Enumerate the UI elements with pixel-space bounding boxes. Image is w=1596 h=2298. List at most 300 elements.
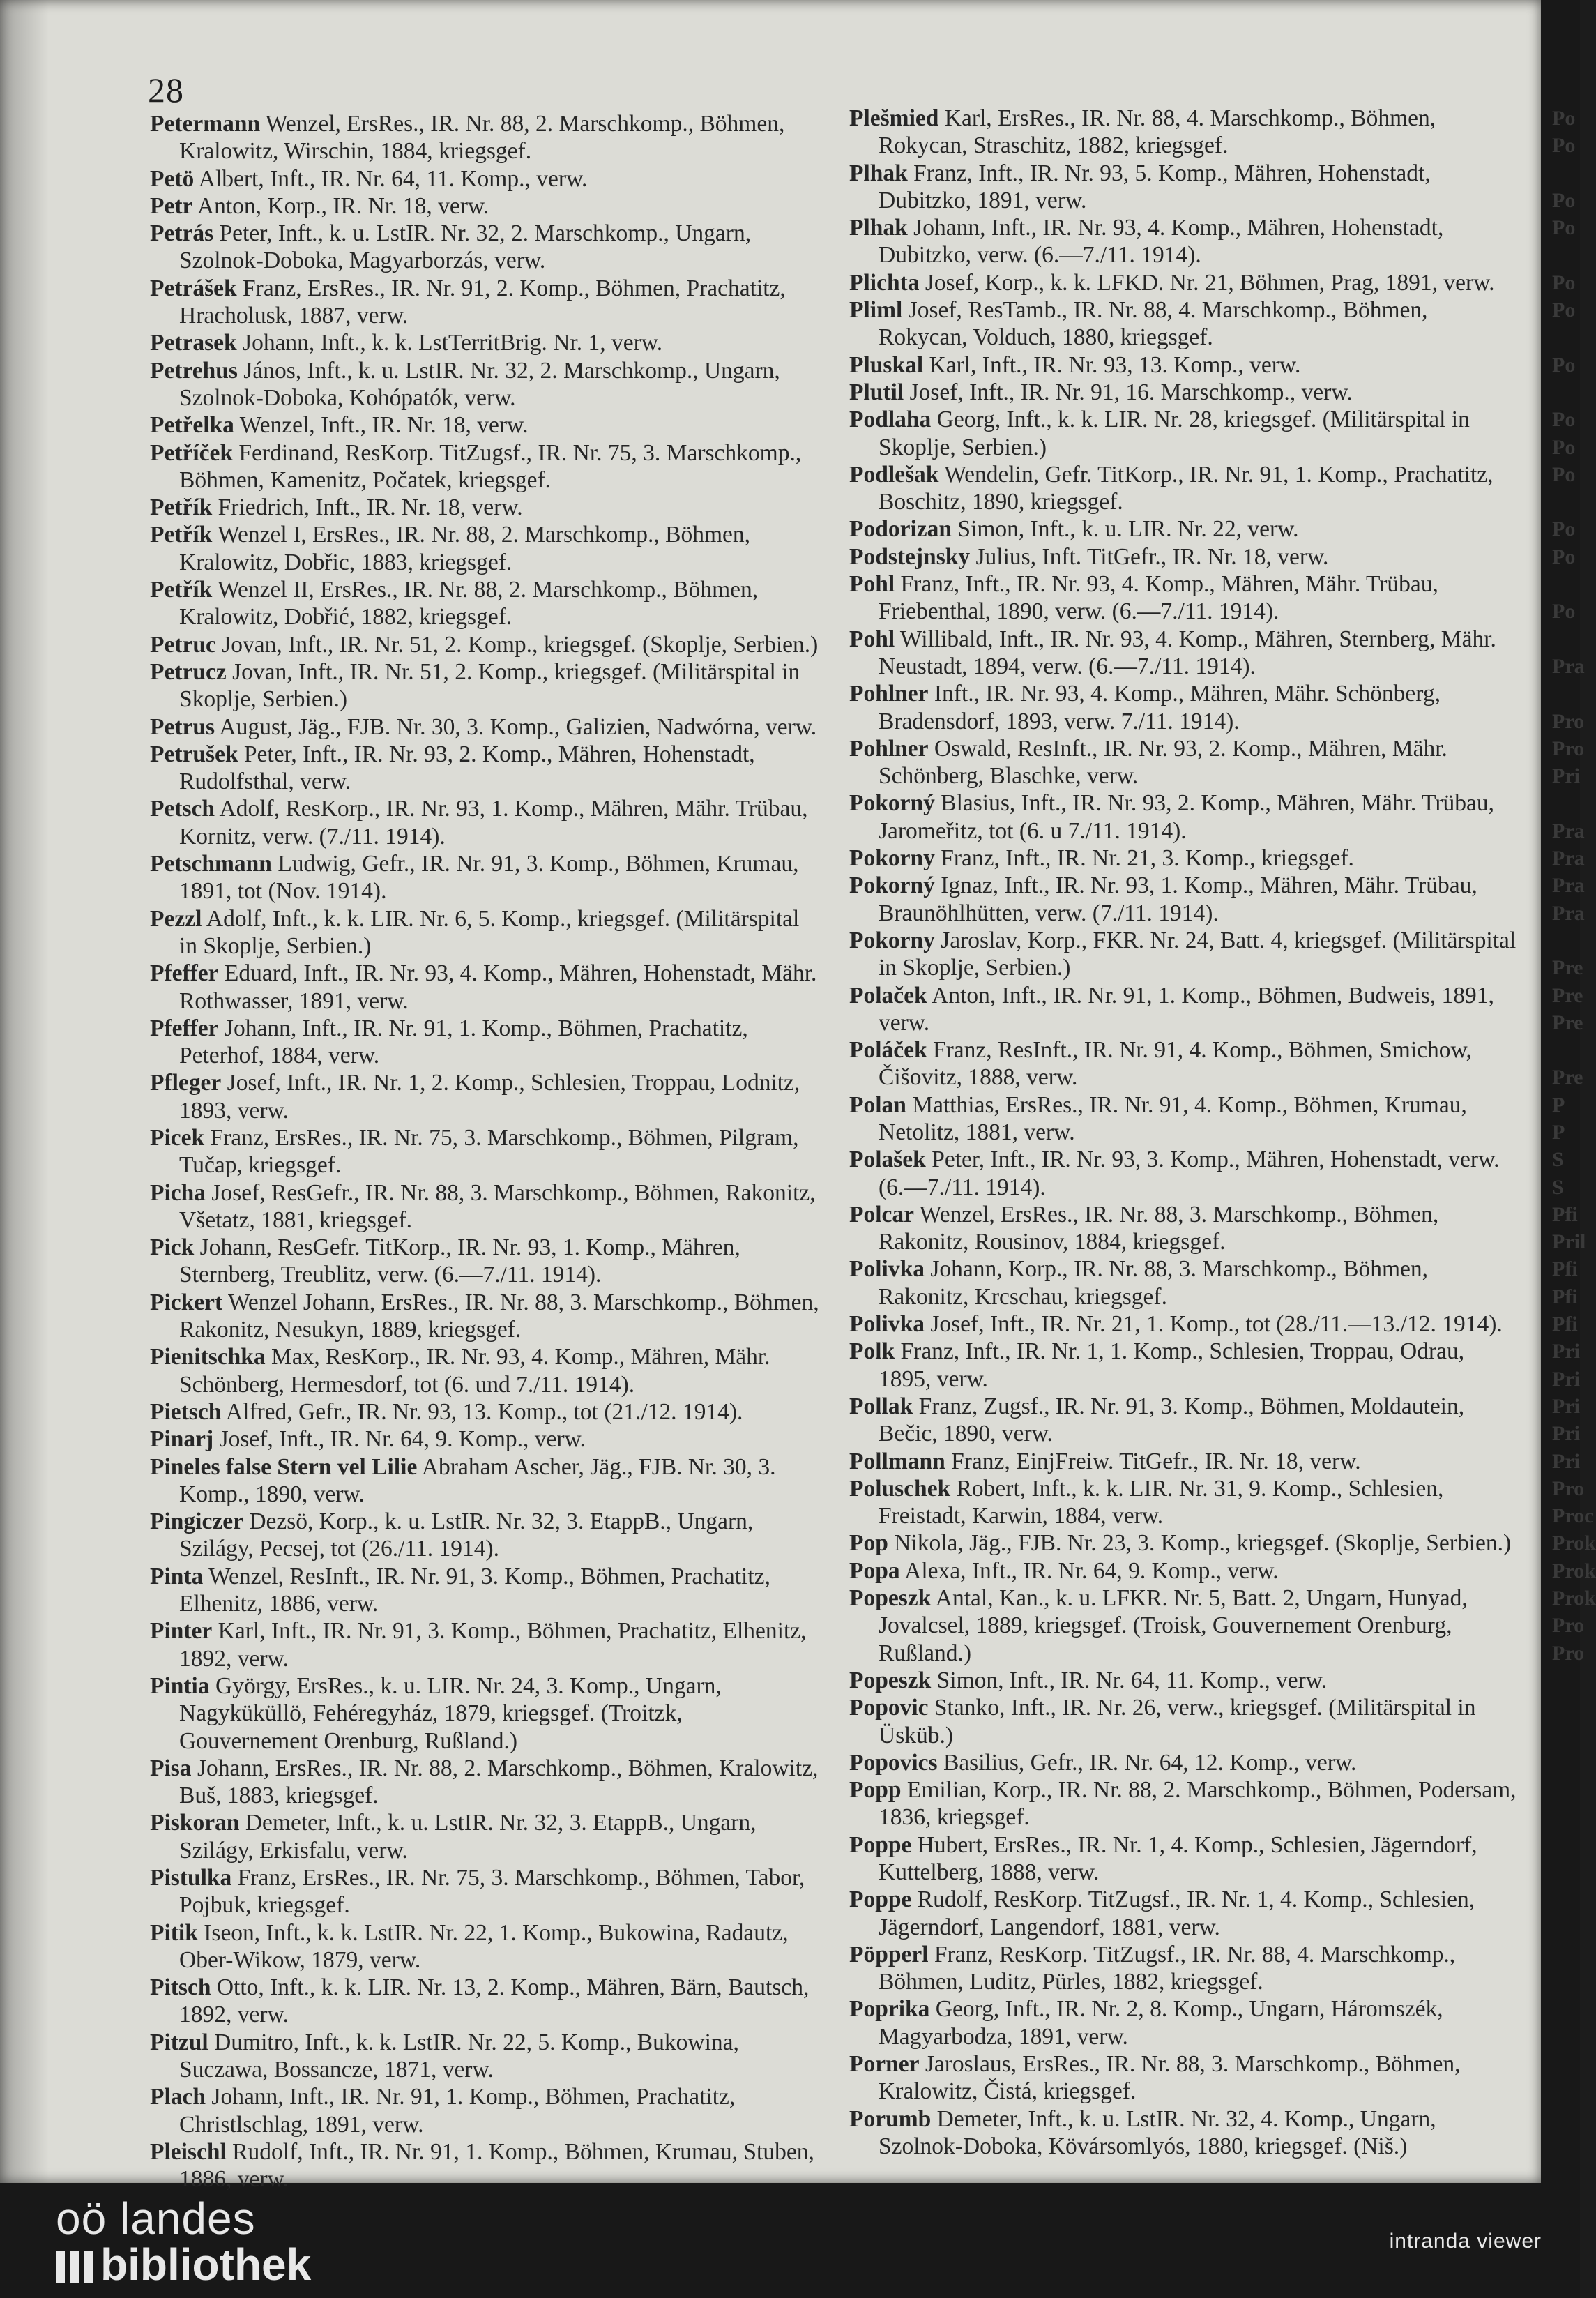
logo-line-2: bibliothek	[100, 2239, 312, 2290]
entry-details: Franz, ErsRes., IR. Nr. 91, 2. Komp., Böhmen, Prachatitz, Hracholusk, 1887, verw.	[179, 275, 786, 329]
edge-fragment: Pfi	[1552, 1257, 1578, 1281]
entry-details: Dezsö, Korp., k. u. LstIR. Nr. 32, 3. EtappB., Ungarn, Szilágy, Pecsej, tot (26./11. 1914).	[179, 1509, 754, 1562]
edge-fragment: Pro	[1552, 736, 1585, 760]
entry-surname: Plutil	[849, 379, 904, 405]
entry-surname: Petschmann	[150, 851, 272, 877]
list-item	[150, 1234, 819, 1289]
entry-details: Rudolf, ResKorp. TitZugsf., IR. Nr. 1, 4. Komp., Schlesien, Jägerndorf, Langendorf, 1881, verw.	[879, 1887, 1475, 1940]
edge-fragment: Pre	[1552, 956, 1583, 980]
list-item	[849, 1557, 1517, 1585]
edge-fragment	[1552, 241, 1580, 269]
list-item	[849, 351, 1517, 379]
list-item	[849, 2050, 1517, 2106]
edge-fragment: Pri	[1552, 1367, 1580, 1391]
entry-surname: Polk	[849, 1338, 895, 1365]
entry-details: Demeter, Inft., k. u. LstIR. Nr. 32, 4. Komp., Ungarn, Szolnok-Doboka, Kövársomlyós, 1880, kriegsgef. (Niš.)	[879, 2106, 1436, 2159]
edge-fragment: Pril	[1552, 1230, 1586, 1254]
list-item	[150, 1508, 819, 1563]
edge-fragment	[1552, 324, 1580, 351]
entry-surname: Pezzl	[150, 905, 202, 932]
entry-surname: Popovics	[849, 1749, 938, 1776]
entry-surname: Pfeffer	[150, 1015, 219, 1041]
list-item	[849, 160, 1517, 215]
list-item	[849, 845, 1517, 872]
entry-surname: Petr	[150, 192, 193, 219]
edge-fragment: Pri	[1552, 1394, 1580, 1418]
list-item	[849, 1776, 1517, 1831]
entry-details: Josef, ResTamb., IR. Nr. 88, 4. Marschkomp., Böhmen, Rokycan, Volduch, 1880, kriegsgef.	[879, 297, 1428, 351]
list-item	[849, 789, 1517, 845]
list-item	[849, 1667, 1517, 1694]
list-item	[150, 741, 819, 796]
entry-surname: Pop	[849, 1530, 888, 1557]
entry-details: Georg, Inft., IR. Nr. 2, 8. Komp., Ungarn, Háromszék, Magyarbodza, 1891, verw.	[879, 1996, 1443, 2050]
edge-fragment	[1552, 160, 1580, 187]
list-item	[849, 1146, 1517, 1201]
entry-details: Franz, Inft., IR. Nr. 1, 1. Komp., Schlesien, Troppau, Odrau, 1895, verw.	[879, 1338, 1465, 1392]
entry-details: György, ErsRes., k. u. LIR. Nr. 24, 3. Komp., Ungarn, Nagyküküllö, Fehéregyház, 1879, kriegsgef. (Troitzk, Gouvernement Orenburg, Rußland.)	[179, 1672, 722, 1754]
entry-details: Johann, Inft., IR. Nr. 91, 1. Komp., Böhmen, Prachatitz, Christlschlag, 1891, verw.	[179, 2084, 736, 2138]
entry-details: Karl, Inft., IR. Nr. 91, 3. Komp., Böhmen, Prachatitz, Elhenitz, 1892, verw.	[179, 1618, 807, 1672]
entry-surname: Pöpperl	[849, 1941, 929, 1967]
entry-surname: Petrucz	[150, 658, 227, 685]
edge-fragment: Pra	[1552, 654, 1585, 678]
entry-details: Jaroslaus, ErsRes., IR. Nr. 88, 3. Marschkomp., Böhmen, Kralowitz, Čistá, kriegsgef.	[879, 2051, 1461, 2105]
entry-details: Wenzel, ErsRes., IR. Nr. 88, 2. Marschkomp., Böhmen, Kralowitz, Wirschin, 1884, kriegsgef.	[179, 111, 785, 165]
list-item	[849, 1529, 1517, 1557]
entry-surname: Pollmann	[849, 1448, 945, 1474]
entry-details: Demeter, Inft., k. u. LstIR. Nr. 32, 3. EtappB., Ungarn, Szilágy, Erkisfalu, verw.	[179, 1810, 757, 1864]
edge-fragment: Pro	[1552, 1476, 1585, 1500]
entry-details: Iseon, Inft., k. k. LstIR. Nr. 22, 1. Komp., Bukowina, Radautz, Ober-Wikow, 1879, verw.	[179, 1919, 789, 1973]
edge-fragment: Po	[1552, 545, 1576, 568]
list-item	[150, 960, 819, 1015]
entry-surname: Poláček	[849, 1037, 927, 1064]
entry-details: Simon, Inft., IR. Nr. 64, 11. Komp., verw.	[931, 1667, 1328, 1693]
edge-fragment: S	[1552, 1148, 1564, 1172]
entry-details: Wenzel II, ErsRes., IR. Nr. 88, 2. Marschkomp., Böhmen, Kralowitz, Dobřić, 1882, kriegsgef.	[179, 577, 759, 630]
entry-surname: Plach	[150, 2084, 206, 2110]
entry-details: Johann, ResGefr. TitKorp., IR. Nr. 93, 1. Komp., Mähren, Sternberg, Treublitz, verw. (6.—7./11. 1914).	[179, 1234, 740, 1288]
edge-fragment: P	[1552, 1093, 1565, 1117]
entry-details: Peter, Inft., IR. Nr. 93, 2. Komp., Mähren, Hohenstadt, Rudolfsthal, verw.	[179, 741, 755, 795]
entry-details: Inft., IR. Nr. 93, 4. Komp., Mähren, Mähr. Schönberg, Bradensdorf, 1893, verw. 7./11. 1914).	[879, 681, 1441, 734]
entry-surname: Pintia	[150, 1672, 210, 1699]
entry-surname: Pistulka	[150, 1865, 232, 1891]
list-item	[150, 1617, 819, 1672]
entry-surname: Petrehus	[150, 357, 238, 384]
entry-details: Wenzel, Inft., IR. Nr. 18, verw.	[234, 412, 529, 439]
entry-surname: Petřík	[150, 522, 213, 548]
entry-surname: Poppe	[849, 1887, 912, 1913]
entry-details: Simon, Inft., k. u. LIR. Nr. 22, verw.	[952, 516, 1299, 543]
entry-surname: Petruc	[150, 631, 216, 658]
entry-surname: Popeszk	[849, 1585, 932, 1612]
adjacent-page-edge	[1552, 105, 1596, 2057]
list-item	[150, 658, 819, 713]
list-item	[150, 1453, 819, 1509]
list-item	[849, 461, 1517, 516]
edge-fragment: Pro	[1552, 1614, 1585, 1638]
edge-fragment: Pri	[1552, 1422, 1580, 1446]
list-item	[849, 1448, 1517, 1475]
list-item	[849, 1036, 1517, 1091]
edge-fragment: S	[1552, 1175, 1564, 1199]
entry-surname: Popa	[849, 1557, 900, 1584]
list-item	[150, 1864, 819, 1919]
list-item	[150, 1809, 819, 1864]
entry-details: Nikola, Jäg., FJB. Nr. 23, 3. Komp., kriegsgef. (Skoplje, Serbien.)	[888, 1530, 1512, 1557]
entry-details: Robert, Inft., k. k. LIR. Nr. 31, 9. Komp., Schlesien, Freistadt, Karwin, 1884, verw.	[879, 1475, 1444, 1529]
list-item	[150, 905, 819, 960]
list-item	[849, 1091, 1517, 1147]
list-item	[849, 2106, 1517, 2161]
entry-details: Wenzel I, ErsRes., IR. Nr. 88, 2. Marschkomp., Böhmen, Kralowitz, Dobřic, 1883, kriegsgef.	[179, 522, 751, 575]
entry-surname: Petermann	[150, 111, 261, 137]
entry-details: Anton, Inft., IR. Nr. 91, 1. Komp., Böhmen, Budweis, 1891, verw.	[879, 982, 1494, 1036]
entry-surname: Pliml	[849, 297, 903, 324]
list-item	[849, 1201, 1517, 1256]
list-item	[849, 1310, 1517, 1338]
list-item	[849, 379, 1517, 406]
entry-surname: Petřík	[150, 577, 213, 603]
entry-surname: Polivka	[849, 1311, 925, 1338]
entry-details: János, Inft., k. u. LstIR. Nr. 32, 2. Marschkomp., Ungarn, Szolnok-Doboka, Kohópatók, verw.	[179, 357, 780, 411]
entry-details: Josef, Inft., IR. Nr. 91, 16. Marschkomp., verw.	[904, 379, 1353, 405]
entry-details: Franz, Inft., IR. Nr. 21, 3. Komp., kriegsgef.	[934, 845, 1354, 872]
entry-surname: Plhak	[849, 160, 908, 186]
list-item	[150, 411, 819, 439]
list-item	[849, 1585, 1517, 1667]
entry-details: Karl, ErsRes., IR. Nr. 88, 4. Marschkomp., Böhmen, Rokycan, Straschitz, 1882, kriegsgef.	[879, 105, 1436, 159]
entry-surname: Petrus	[150, 713, 215, 740]
entry-details: Johann, Inft., IR. Nr. 93, 4. Komp., Mähren, Hohenstadt, Dubitzko, verw. (6.—7./11. 1914).	[879, 215, 1444, 269]
entry-surname: Pingiczer	[150, 1509, 243, 1535]
entry-surname: Pitzul	[150, 2029, 208, 2055]
entry-surname: Polaček	[849, 982, 927, 1008]
edge-fragment: Po	[1552, 188, 1576, 212]
entry-surname: Picek	[150, 1124, 205, 1151]
entry-surname: Petrasek	[150, 330, 237, 356]
list-item	[849, 1831, 1517, 1887]
entry-details: Eduard, Inft., IR. Nr. 93, 4. Komp., Mähren, Hohenstadt, Mähr. Rothwasser, 1891, verw.	[179, 960, 817, 1014]
entry-details: Franz, Inft., IR. Nr. 93, 4. Komp., Mähren, Mähr. Trübau, Friebenthal, 1890, verw. (6.—7./11. 1914).	[879, 571, 1438, 625]
list-item	[849, 735, 1517, 790]
edge-fragment	[1552, 626, 1580, 653]
entry-surname: Popovic	[849, 1695, 929, 1721]
list-item	[150, 1563, 819, 1618]
entry-details: Georg, Inft., k. k. LIR. Nr. 28, kriegsgef. (Militärspital in Skoplje, Serbien.)	[879, 407, 1470, 460]
edge-fragment: Po	[1552, 408, 1576, 432]
entry-surname: Pineles false Stern vel Lilie	[150, 1453, 418, 1480]
list-item	[150, 850, 819, 905]
edge-fragment: Po	[1552, 600, 1576, 623]
entry-surname: Pitsch	[150, 1974, 211, 2001]
list-item	[150, 1672, 819, 1755]
entry-surname: Petö	[150, 165, 195, 192]
edge-fragment: Pra	[1552, 874, 1585, 898]
list-item	[150, 1755, 819, 1810]
entry-surname: Polašek	[849, 1147, 926, 1173]
entry-surname: Petsch	[150, 796, 215, 822]
entry-surname: Pfeffer	[150, 960, 219, 987]
entry-surname: Pfleger	[150, 1070, 222, 1096]
entry-details: Franz, ResInft., IR. Nr. 91, 4. Komp., Böhmen, Smichow, Čišovitz, 1888, verw.	[879, 1037, 1472, 1091]
list-item	[849, 1475, 1517, 1530]
entry-details: Johann, Inft., k. k. LstTerritBrig. Nr. 1, verw.	[236, 330, 663, 356]
edge-fragment	[1552, 1036, 1580, 1064]
edge-fragment: Pfi	[1552, 1285, 1578, 1308]
entry-details: Franz, ErsRes., IR. Nr. 75, 3. Marschkomp., Böhmen, Pilgram, Tučap, kriegsgef.	[179, 1124, 799, 1179]
edge-fragment: Prok	[1552, 1559, 1596, 1582]
entry-surname: Polcar	[849, 1201, 915, 1227]
edge-fragment: P	[1552, 1120, 1565, 1144]
entry-details: Ignaz, Inft., IR. Nr. 93, 1. Komp., Mähren, Mähr. Trübau, Braunöhlhütten, verw. (7./11. 1914).	[879, 872, 1477, 926]
list-item	[849, 570, 1517, 626]
entry-details: Dumitro, Inft., k. k. LstIR. Nr. 22, 5. Komp., Bukowina, Suczawa, Bossancze, 1871, verw.	[179, 2029, 739, 2083]
entry-details: Friedrich, Inft., IR. Nr. 18, verw.	[212, 494, 523, 521]
entry-details: Karl, Inft., IR. Nr. 93, 13. Komp., verw.	[923, 351, 1301, 378]
list-item	[150, 494, 819, 521]
edge-fragment: Po	[1552, 107, 1576, 130]
entry-surname: Petrášek	[150, 275, 237, 301]
entry-details: Wenzel, ErsRes., IR. Nr. 88, 3. Marschkomp., Böhmen, Rakonitz, Rousinov, 1884, kriegsgef.	[879, 1201, 1439, 1255]
list-item	[150, 2029, 819, 2084]
list-item	[849, 515, 1517, 543]
list-item	[150, 1398, 819, 1426]
entry-surname: Petrás	[150, 220, 214, 247]
entry-surname: Podlaha	[849, 407, 932, 433]
entry-surname: Podstejnsky	[849, 543, 971, 570]
list-item	[849, 296, 1517, 351]
list-item	[150, 1124, 819, 1179]
entry-surname: Pinta	[150, 1563, 204, 1589]
entry-details: Josef, ResGefr., IR. Nr. 88, 3. Marschkomp., Böhmen, Rakonitz, Všetatz, 1881, kriegsgef.	[179, 1179, 816, 1233]
edge-fragment: Prok	[1552, 1587, 1596, 1610]
entry-surname: Pokorný	[849, 790, 935, 817]
entry-details: Wenzel Johann, ErsRes., IR. Nr. 88, 3. Marschkomp., Böhmen, Rakonitz, Nesukyn, 1889, kriegsgef.	[179, 1289, 819, 1343]
entry-surname: Polan	[849, 1091, 906, 1118]
entry-details: Johann, Inft., IR. Nr. 91, 1. Komp., Böhmen, Prachatitz, Peterhof, 1884, verw.	[179, 1015, 748, 1069]
entry-surname: Pietsch	[150, 1398, 222, 1425]
list-item	[849, 872, 1517, 927]
entry-surname: Petříček	[150, 439, 234, 466]
edge-fragment: Po	[1552, 216, 1576, 240]
list-item	[849, 1749, 1517, 1776]
edge-fragment: Pri	[1552, 1340, 1580, 1363]
entry-surname: Pinter	[150, 1618, 213, 1645]
edge-fragment: Pro	[1552, 1641, 1585, 1665]
list-item	[150, 631, 819, 658]
edge-fragment: Pra	[1552, 901, 1585, 925]
entry-surname: Plešmied	[849, 105, 939, 131]
entry-details: Franz, EinjFreiw. TitGefr., IR. Nr. 18, verw.	[945, 1448, 1361, 1474]
list-item	[150, 713, 819, 741]
entry-details: Max, ResKorp., IR. Nr. 93, 4. Komp., Mähren, Mähr. Schönberg, Hermesdorf, tot (6. und 7./11. 1914).	[179, 1344, 770, 1398]
entry-details: Josef, Korp., k. k. LFKD. Nr. 21, Böhmen, Prag, 1891, verw.	[919, 269, 1495, 296]
list-item	[849, 1941, 1517, 1996]
list-item	[150, 795, 819, 850]
list-item	[150, 439, 819, 494]
list-item	[849, 269, 1517, 296]
edge-fragment: Pra	[1552, 847, 1585, 870]
edge-fragment	[1552, 927, 1580, 954]
entry-details: Wendelin, Gefr. TitKorp., IR. Nr. 91, 1. Komp., Prachatitz, Boschitz, 1890, kriegsgef.	[879, 461, 1494, 515]
entry-surname: Pohlner	[849, 735, 929, 762]
entry-details: Julius, Inft. TitGefr., IR. Nr. 18, verw.	[970, 543, 1329, 570]
library-logo[interactable]	[56, 2195, 311, 2288]
entry-details: Albert, Inft., IR. Nr. 64, 11. Komp., verw.	[194, 165, 588, 192]
edge-fragment	[1552, 379, 1580, 406]
list-item	[150, 110, 819, 165]
list-item	[150, 1919, 819, 1974]
entry-surname: Pohlner	[849, 681, 929, 707]
edge-fragment: Pre	[1552, 1011, 1583, 1034]
entry-surname: Pleischl	[150, 2138, 227, 2165]
viewer-brand-label[interactable]: intranda viewer	[1389, 2230, 1542, 2253]
entry-details: Jovan, Inft., IR. Nr. 51, 2. Komp., kriegsgef. (Skoplje, Serbien.)	[215, 631, 819, 658]
entry-details: Oswald, ResInft., IR. Nr. 93, 2. Komp., Mähren, Mähr. Schönberg, Blaschke, verw.	[879, 735, 1447, 789]
entry-details: Peter, Inft., IR. Nr. 93, 3. Komp., Mähren, Hohenstadt, verw. (6.—7./11. 1914).	[879, 1147, 1500, 1200]
entry-surname: Picha	[150, 1179, 206, 1206]
list-item	[150, 1179, 819, 1234]
list-item	[150, 329, 819, 356]
entry-details: Basilius, Gefr., IR. Nr. 64, 12. Komp., verw.	[937, 1749, 1357, 1776]
entry-details: Blasius, Inft., IR. Nr. 93, 2. Komp., Mähren, Mähr. Trübau, Jaromeřitz, tot (6. u 7./11. 1914).	[879, 790, 1494, 844]
entry-details: Emilian, Korp., IR. Nr. 88, 2. Marschkomp., Böhmen, Podersam, 1836, kriegsgef.	[879, 1777, 1517, 1831]
entry-surname: Pitik	[150, 1919, 198, 1946]
edge-fragment	[1552, 789, 1580, 817]
entry-details: Otto, Inft., k. k. LIR. Nr. 13, 2. Komp., Mähren, Bärn, Bautsch, 1892, verw.	[179, 1974, 810, 2028]
list-item	[150, 2138, 819, 2193]
list-item	[150, 576, 819, 631]
list-item	[849, 1338, 1517, 1393]
entry-details: Abraham Ascher, Jäg., FJB. Nr. 30, 3. Komp., 1890, verw.	[179, 1453, 776, 1507]
entry-details: Jaroslav, Korp., FKR. Nr. 24, Batt. 4, kriegsgef. (Militärspital in Skoplje, Serbien.)	[879, 927, 1517, 981]
edge-fragment: Pfi	[1552, 1313, 1578, 1336]
list-item	[849, 680, 1517, 735]
entry-details: Wenzel, ResInft., IR. Nr. 91, 3. Komp., Böhmen, Prachatitz, Elhenitz, 1886, verw.	[179, 1563, 770, 1617]
edge-fragment: Pre	[1552, 983, 1583, 1007]
entry-surname: Piskoran	[150, 1810, 240, 1836]
entry-details: Franz, Zugsf., IR. Nr. 91, 3. Komp., Böhmen, Moldautein, Bečic, 1890, verw.	[879, 1393, 1465, 1447]
entry-surname: Pokorny	[849, 927, 935, 953]
edge-fragment: Po	[1552, 298, 1576, 322]
entry-details: Ludwig, Gefr., IR. Nr. 91, 3. Komp., Böhmen, Krumau, 1891, tot (Nov. 1914).	[179, 851, 799, 905]
edge-fragment: Po	[1552, 353, 1576, 377]
entry-surname: Popp	[849, 1777, 902, 1804]
edge-fragment: Po	[1552, 462, 1576, 486]
entry-details: Stanko, Inft., IR. Nr. 26, verw., kriegsgef. (Militärspital in Üsküb.)	[879, 1695, 1476, 1748]
entry-details: Franz, Inft., IR. Nr. 93, 5. Komp., Mähren, Hohenstadt, Dubitzko, 1891, verw.	[879, 160, 1431, 213]
list-item	[150, 1974, 819, 2029]
entry-details: Alfred, Gefr., IR. Nr. 93, 13. Komp., tot (21./12. 1914).	[221, 1398, 743, 1425]
entry-details: Matthias, ErsRes., IR. Nr. 91, 4. Komp., Böhmen, Krumau, Netolitz, 1881, verw.	[879, 1091, 1467, 1145]
entry-details: Johann, ErsRes., IR. Nr. 88, 2. Marschkomp., Böhmen, Kralowitz, Buš, 1883, kriegsgef.	[179, 1755, 819, 1809]
edge-fragment: Pri	[1552, 764, 1580, 788]
list-item	[150, 1426, 819, 1453]
list-item	[849, 105, 1517, 160]
logo-line-1: oö landes	[56, 2193, 256, 2244]
entry-surname: Polivka	[849, 1256, 925, 1283]
list-item	[849, 214, 1517, 269]
list-item	[849, 1393, 1517, 1448]
entry-surname: Popeszk	[849, 1667, 932, 1693]
entry-details: Josef, Inft., IR. Nr. 64, 9. Komp., verw.	[213, 1426, 586, 1453]
edge-fragment: Pre	[1552, 1066, 1583, 1089]
list-item	[150, 165, 819, 192]
edge-fragment: Proc	[1552, 1504, 1594, 1528]
edge-fragment: Pra	[1552, 819, 1585, 842]
list-item	[150, 2083, 819, 2138]
entry-surname: Petřík	[150, 494, 213, 521]
entry-details: Hubert, ErsRes., IR. Nr. 1, 4. Komp., Schlesien, Jägerndorf, Kuttelberg, 1888, verw.	[879, 1831, 1477, 1885]
list-item	[150, 521, 819, 576]
list-item	[849, 626, 1517, 681]
entry-details: Ferdinand, ResKorp. TitZugsf., IR. Nr. 75, 3. Marschkomp., Böhmen, Kamenitz, Počatek, kriegsgef.	[179, 439, 802, 493]
list-item	[150, 1069, 819, 1124]
entry-surname: Pohl	[849, 571, 895, 598]
entry-surname: Pluskal	[849, 351, 924, 378]
entry-details: Josef, Inft., IR. Nr. 21, 1. Komp., tot (28./11.—13./12. 1914).	[924, 1311, 1503, 1338]
logo-bars-icon	[56, 2251, 96, 2283]
entry-surname: Pohl	[849, 626, 895, 652]
entry-surname: Poppe	[849, 1831, 912, 1858]
entry-details: Josef, Inft., IR. Nr. 1, 2. Komp., Schlesien, Troppau, Lodnitz, 1893, verw.	[179, 1070, 800, 1124]
edge-fragment: Po	[1552, 435, 1576, 459]
list-item	[849, 1694, 1517, 1749]
entry-details: Rudolf, Inft., IR. Nr. 91, 1. Komp., Böhmen, Krumau, Stuben, 1886, verw.	[179, 2138, 814, 2193]
entry-surname: Podorizan	[849, 516, 952, 543]
edge-fragment: Po	[1552, 271, 1576, 294]
entry-details: August, Jäg., FJB. Nr. 30, 3. Komp., Galizien, Nadwórna, verw.	[215, 713, 817, 740]
entry-surname: Porner	[849, 2051, 920, 2078]
entry-details: Willibald, Inft., IR. Nr. 93, 4. Komp., Mähren, Sternberg, Mähr. Neustadt, 1894, verw. (6.—7./11. 1914).	[879, 626, 1496, 679]
list-item	[849, 927, 1517, 982]
list-item	[849, 406, 1517, 461]
list-item	[150, 1343, 819, 1398]
entry-details: Peter, Inft., k. u. LstIR. Nr. 32, 2. Marschkomp., Ungarn, Szolnok-Doboka, Magyarborzás, verw.	[179, 220, 752, 274]
entry-surname: Petřelka	[150, 412, 234, 439]
edge-fragment: Pfi	[1552, 1202, 1578, 1226]
entry-details: Adolf, Inft., k. k. LIR. Nr. 6, 5. Komp., kriegsgef. (Militärspital in Skoplje, Serbien.)	[179, 905, 800, 959]
edge-fragment: Po	[1552, 134, 1576, 158]
list-item	[150, 275, 819, 330]
entry-details: Anton, Korp., IR. Nr. 18, verw.	[192, 192, 489, 219]
entry-surname: Pokorny	[849, 845, 935, 872]
entry-surname: Plhak	[849, 215, 908, 241]
edge-fragment: Pro	[1552, 709, 1585, 733]
list-item	[150, 220, 819, 275]
entry-details: Jovan, Inft., IR. Nr. 51, 2. Komp., kriegsgef. (Militärspital in Skoplje, Serbien.)	[179, 658, 800, 713]
entry-surname: Petrušek	[150, 741, 238, 767]
entry-surname: Plichta	[849, 269, 920, 296]
entry-details: Antal, Kan., k. u. LFKR. Nr. 5, Batt. 2, Ungarn, Hunyad, Jovalcsel, 1889, kriegsgef. (Troisk, Gouvernement Orenburg, Rußland.)	[879, 1585, 1468, 1666]
page-number: 28	[148, 70, 184, 109]
entry-surname: Pokorný	[849, 872, 935, 899]
edge-fragment: Pri	[1552, 1449, 1580, 1473]
list-item	[150, 357, 819, 412]
entry-details: Alexa, Inft., IR. Nr. 64, 9. Komp., verw.	[899, 1557, 1279, 1584]
list-item	[849, 982, 1517, 1037]
entry-surname: Pisa	[150, 1755, 192, 1781]
edge-fragment: Po	[1552, 517, 1576, 541]
list-item	[150, 1289, 819, 1344]
entry-details: Johann, Korp., IR. Nr. 88, 3. Marschkomp., Böhmen, Rakonitz, Krcschau, kriegsgef.	[879, 1256, 1429, 1310]
list-item	[150, 192, 819, 220]
entry-details: Franz, ErsRes., IR. Nr. 75, 3. Marschkomp., Böhmen, Tabor, Pojbuk, kriegsgef.	[179, 1865, 805, 1919]
edge-fragment	[1552, 570, 1580, 598]
